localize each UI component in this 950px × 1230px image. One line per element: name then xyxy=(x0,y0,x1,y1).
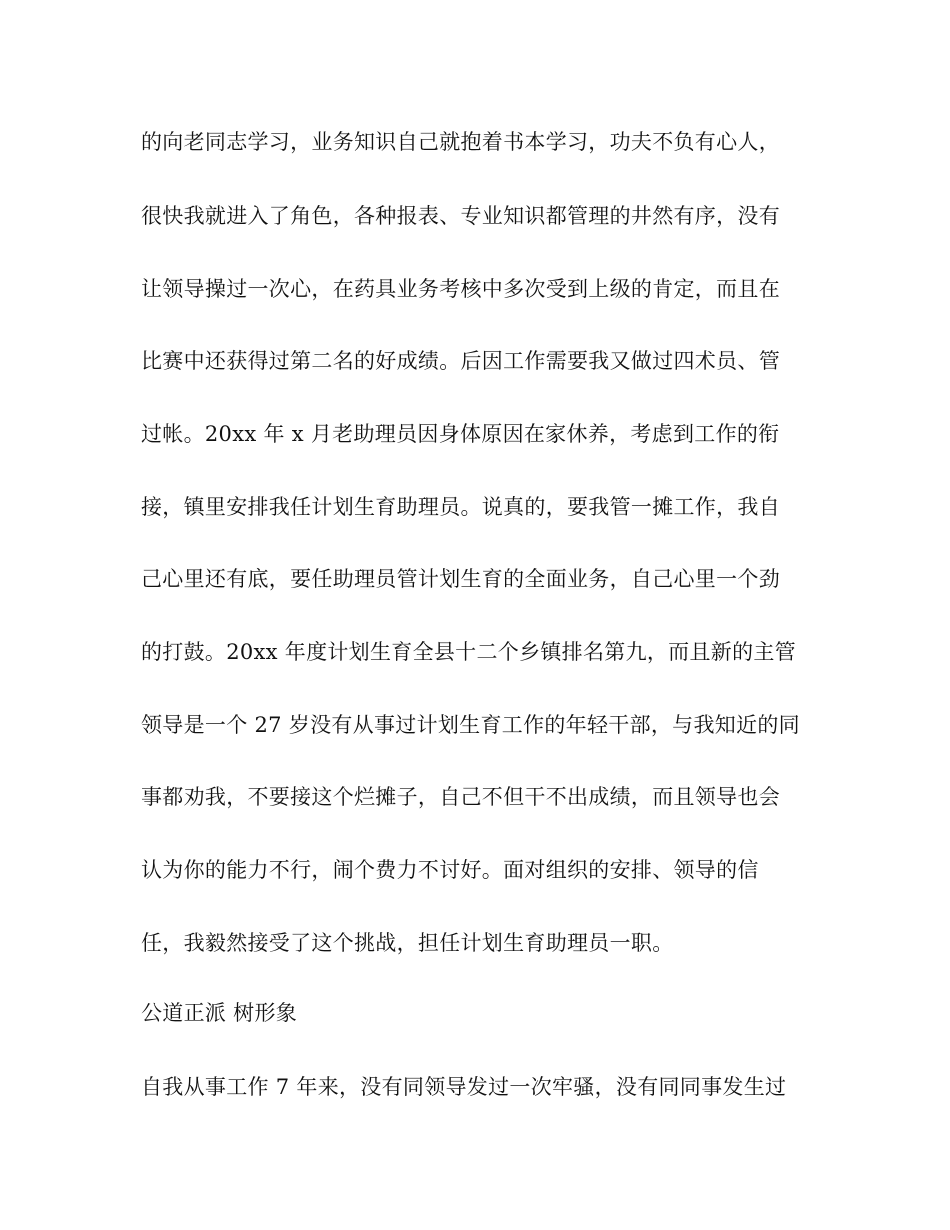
paragraph-1-line-3: 让领导操过一次心，在药具业务考核中多次受到上级的肯定，而且在 xyxy=(141,277,780,301)
paragraph-1-line-9: 领导是一个 27 岁没有从事过计划生育工作的年轻干部，与我知近的同 xyxy=(141,713,800,737)
paragraph-1-line-8: 的打鼓。20xx 年度计划生育全县十二个乡镇排名第九，而且新的主管 xyxy=(141,640,796,664)
paragraph-1-line-10: 事都劝我，不要接这个烂摊子，自己不但干不出成绩，而且领导也会 xyxy=(141,785,780,809)
paragraph-1-line-6: 接，镇里安排我任计划生育助理员。说真的，要我管一摊工作，我自 xyxy=(141,495,780,519)
paragraph-1-line-2: 很快我就进入了角色，各种报表、专业知识都管理的井然有序，没有 xyxy=(141,204,780,228)
section-heading: 公道正派 树形象 xyxy=(141,1001,298,1025)
paragraph-1-line-11: 认为你的能力不行，闹个费力不讨好。面对组织的安排、领导的信 xyxy=(141,858,759,882)
paragraph-1-line-12: 任，我毅然接受了这个挑战，担任计划生育助理员一职。 xyxy=(141,931,674,955)
paragraph-1-line-7: 己心里还有底，要任助理员管计划生育的全面业务，自己心里一个劲 xyxy=(141,567,780,591)
paragraph-1-line-1: 的向老同志学习，业务知识自己就抱着书本学习，功夫不负有心人， xyxy=(141,130,780,154)
paragraph-1-line-4: 比赛中还获得过第二名的好成绩。后因工作需要我又做过四术员、管 xyxy=(141,349,780,373)
paragraph-2-line-1: 自我从事工作 7 年来，没有同领导发过一次牢骚，没有同同事发生过 xyxy=(141,1075,787,1099)
paragraph-1-line-5: 过帐。20xx 年 x 月老助理员因身体原因在家休养，考虑到工作的衔 xyxy=(141,422,780,446)
